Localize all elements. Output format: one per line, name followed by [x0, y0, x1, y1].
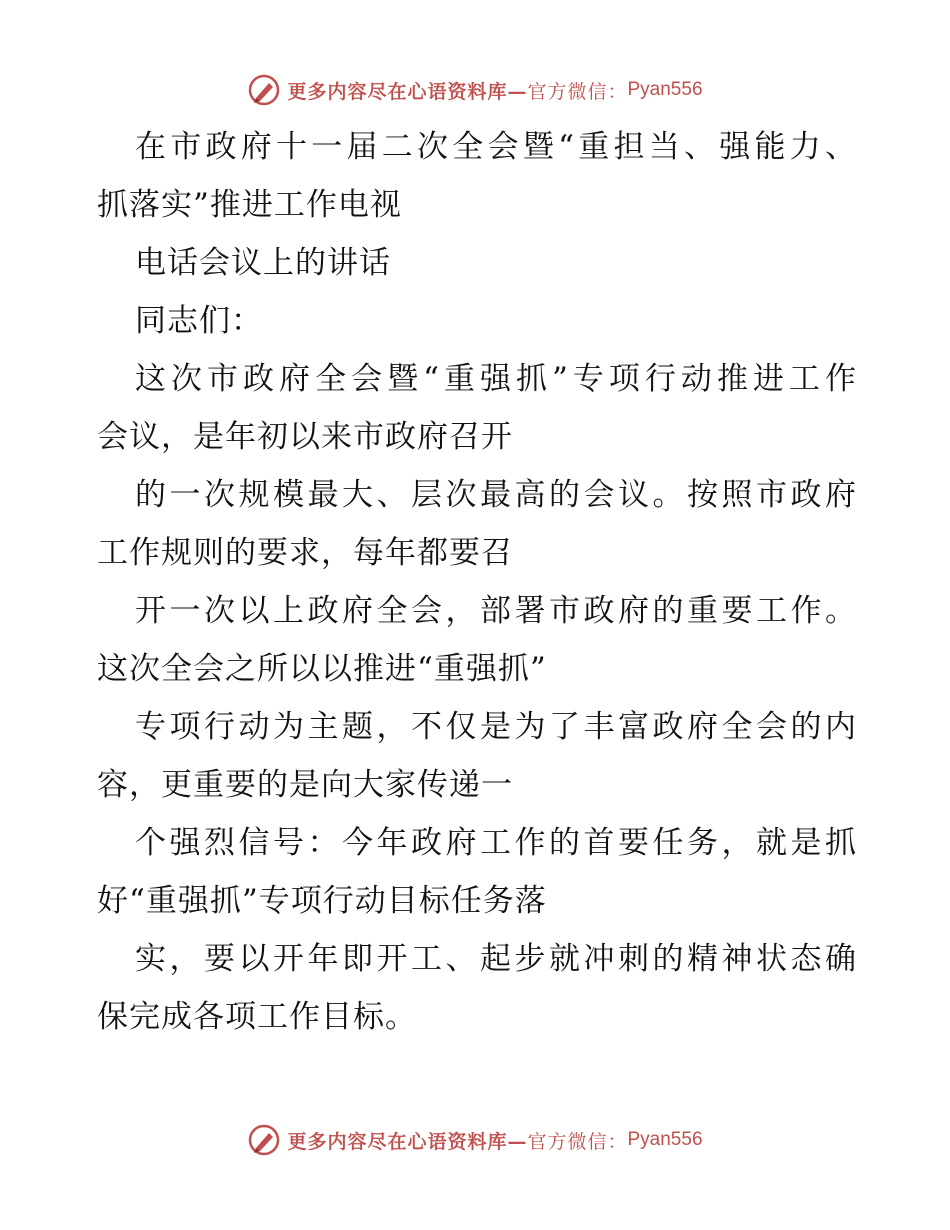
paragraph-line: 实，要以开年即开工、起步就冲刺的精神状态确 [135, 941, 857, 977]
paragraph-line: 好“重强抓”专项行动目标任务落 [97, 883, 547, 919]
document-body [97, 118, 857, 1046]
footer-banner [0, 1120, 950, 1160]
promo-text: 更多内容尽在心语资料库— [287, 80, 528, 103]
wechat-label: 官方微信： [527, 80, 628, 103]
title-line-2: 抓落实”推进工作电视 [97, 187, 402, 223]
wechat-label: 官方微信： [527, 1130, 628, 1153]
wechat-id: Pyan556 [627, 79, 703, 100]
paragraph-line: 个强烈信号：今年政府工作的首要任务，就是抓 [135, 825, 857, 861]
title-line-3: 电话会议上的讲话 [135, 245, 391, 281]
pen-logo-icon [247, 73, 281, 107]
paragraph-line: 这次市政府全会暨“重强抓”专项行动推进工作 [135, 361, 857, 397]
salutation: 同志们： [135, 303, 263, 339]
paragraph-line: 容，更重要的是向大家传递一 [97, 767, 513, 803]
wechat-id: Pyan556 [627, 1129, 703, 1150]
paragraph-line: 会议，是年初以来市政府召开 [97, 419, 513, 455]
paragraph-line: 的一次规模最大、层次最高的会议。按照市政府 [135, 477, 857, 513]
title-line-1: 在市政府十一届二次全会暨“重担当、强能力、 [135, 129, 857, 165]
promo-text: 更多内容尽在心语资料库— [287, 1130, 528, 1153]
paragraph-line: 开一次以上政府全会，部署市政府的重要工作。 [135, 593, 857, 629]
paragraph-line: 工作规则的要求，每年都要召 [97, 535, 513, 571]
paragraph-line: 专项行动为主题，不仅是为了丰富政府全会的内 [135, 709, 857, 745]
paragraph-line: 保完成各项工作目标。 [97, 999, 417, 1035]
paragraph-line: 这次全会之所以以推进“重强抓” [97, 651, 547, 687]
pen-logo-icon [247, 1123, 281, 1157]
header-banner [0, 70, 950, 110]
